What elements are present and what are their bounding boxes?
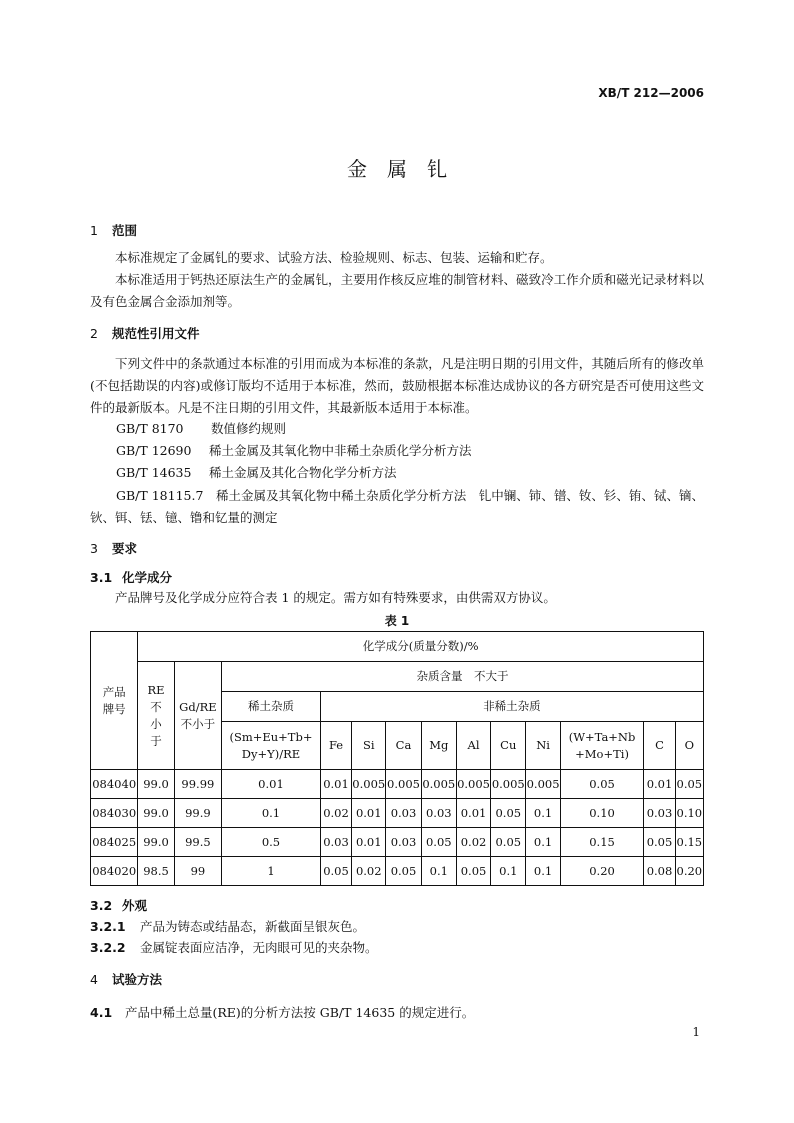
table-cell: 0.20 [560, 857, 644, 886]
reference-item [116, 419, 286, 437]
table-cell: 0.005 [386, 770, 421, 799]
section-4-heading [90, 970, 162, 988]
table-cell: 0.03 [386, 828, 421, 857]
reference-item [116, 441, 472, 459]
reference-code: GB/T 12690 [116, 443, 192, 458]
header-chemical-composition: 化学成分(质量分数)/% [138, 632, 704, 662]
reference-title: 稀土金属及其化合物化学分析方法 [209, 465, 397, 480]
table-cell: 0.02 [456, 828, 490, 857]
table-row [91, 857, 704, 886]
reference-title: 数值修约规则 [211, 421, 287, 436]
subsection-3-1-heading [90, 568, 172, 586]
table-cell: 0.05 [456, 857, 490, 886]
table-cell: 99.0 [138, 828, 174, 857]
clause-number: 4.1 [90, 1005, 113, 1020]
table-cell: 99.9 [174, 799, 221, 828]
section-title: 规范性引用文件 [112, 326, 200, 341]
table-cell: 0.1 [222, 799, 321, 828]
reference-code: GB/T 14635 [116, 465, 192, 480]
header-element: Si [352, 722, 386, 770]
table-cell: 0.05 [560, 770, 644, 799]
table-cell: 99 [174, 857, 221, 886]
subsection-3-2-heading [90, 896, 147, 914]
table-cell: 0.20 [675, 857, 703, 886]
table-cell: 0.01 [352, 828, 386, 857]
table-cell: 0.01 [352, 799, 386, 828]
table-cell: 1 [222, 857, 321, 886]
header-element: O [675, 722, 703, 770]
table-cell: 99.0 [138, 770, 174, 799]
table-cell: 0.01 [644, 770, 675, 799]
table-cell: 0.1 [491, 857, 526, 886]
header-rare-impurity-formula: (Sm+Eu+Tb+ Dy+Y)/RE [222, 722, 321, 770]
header-element: Al [456, 722, 490, 770]
table-caption: 表 1 [384, 614, 410, 628]
subsection-number: 3.1 [90, 570, 113, 585]
references-paragraph: 下列文件中的条款通过本标准的引用而成为本标准的条款，凡是注明日期的引用文件，其随后所有的修改单(不包括勘误的内容)或修订版均不适用于本标准，然而，鼓励根据本标准达成协议的各方研究是否可使用这些文件的最新版本。凡是不注日期的引用文件，其最新版本适用于本标准。 [90, 356, 704, 415]
table-row [91, 799, 704, 828]
table-cell: 0.03 [320, 828, 351, 857]
table-cell: 98.5 [138, 857, 174, 886]
table-cell: 0.05 [320, 857, 351, 886]
clause-text: 产品为铸态或结晶态，新截面呈银灰色。 [140, 919, 366, 934]
chemical-composition-table [90, 631, 704, 886]
table-cell: 0.1 [421, 857, 456, 886]
table-cell: 0.1 [526, 799, 560, 828]
reference-code: GB/T 18115.7 [116, 488, 204, 503]
section-number: 2 [90, 326, 98, 341]
table-cell: 0.03 [386, 799, 421, 828]
table-cell: 0.15 [560, 828, 644, 857]
table-cell: 0.08 [644, 857, 675, 886]
reference-item-long [90, 485, 704, 529]
table-row [91, 770, 704, 799]
table-cell: 0.1 [526, 857, 560, 886]
table-cell: 0.02 [352, 857, 386, 886]
table-cell: 0.05 [491, 828, 526, 857]
table-cell: 084020 [91, 857, 138, 886]
reference-item [116, 463, 397, 481]
table-row [91, 828, 704, 857]
header-re-min: RE 不 小 于 [138, 662, 174, 770]
table-cell: 0.5 [222, 828, 321, 857]
header-element: Ni [526, 722, 560, 770]
clause-number: 3.2.2 [90, 940, 126, 955]
subsection-title: 化学成分 [122, 570, 173, 585]
scope-paragraph-1: 本标准规定了金属钆的要求、试验方法、检验规则、标志、包装、运输和贮存。 [115, 250, 553, 265]
table-cell: 99.99 [174, 770, 221, 799]
subsection-title: 外观 [122, 898, 148, 913]
header-non-rare-earth-impurity: 非稀土杂质 [320, 692, 703, 722]
table-cell: 99.5 [174, 828, 221, 857]
table-cell: 0.05 [675, 770, 703, 799]
header-element: Mg [421, 722, 456, 770]
section-title: 要求 [112, 541, 138, 556]
table-cell: 0.15 [675, 828, 703, 857]
table-cell: 0.01 [456, 799, 490, 828]
table-cell: 0.03 [644, 799, 675, 828]
table-cell: 0.005 [421, 770, 456, 799]
table-cell: 0.005 [352, 770, 386, 799]
section-number: 1 [90, 223, 98, 238]
clause-4-1 [90, 1003, 474, 1021]
header-rare-earth-impurity: 稀土杂质 [222, 692, 321, 722]
table-cell: 0.05 [386, 857, 421, 886]
section-2-heading [90, 324, 200, 342]
header-impurity-max: 杂质含量 不大于 [222, 662, 704, 692]
table-cell: 0.03 [421, 799, 456, 828]
clause-text: 产品中稀土总量(RE)的分析方法按 GB/T 14635 的规定进行。 [125, 1005, 475, 1020]
table-cell: 0.005 [456, 770, 490, 799]
table-cell: 0.005 [526, 770, 560, 799]
reference-title: 稀土金属及其氧化物中非稀土杂质化学分析方法 [209, 443, 472, 458]
chemical-composition-paragraph: 产品牌号及化学成分应符合表 1 的规定。需方如有特殊要求，由供需双方协议。 [115, 590, 556, 605]
reference-title: 稀土金属及其氧化物中稀土杂质化学分析方法 钆中镧、铈、镨、钕、钐、铕、铽、镝、钬、铒、铥、镱、镥和钇量的测定 [90, 488, 704, 525]
clause-3-2-2 [90, 938, 378, 956]
table-cell: 0.01 [222, 770, 321, 799]
header-element: Cu [491, 722, 526, 770]
page-number: 1 [692, 1025, 700, 1039]
table-cell: 99.0 [138, 799, 174, 828]
clause-3-2-1 [90, 917, 365, 935]
page-title: 金属钆 [347, 157, 467, 181]
clause-text: 金属锭表面应洁净，无肉眼可见的夹杂物。 [140, 940, 378, 955]
table-cell: 0.01 [320, 770, 351, 799]
table-cell: 0.05 [421, 828, 456, 857]
table-cell: 0.005 [491, 770, 526, 799]
section-number: 3 [90, 541, 98, 556]
section-title: 试验方法 [112, 972, 163, 987]
table-cell: 0.02 [320, 799, 351, 828]
header-element: Ca [386, 722, 421, 770]
section-3-heading [90, 539, 137, 557]
table-cell: 0.05 [644, 828, 675, 857]
section-number: 4 [90, 972, 98, 987]
clause-number: 3.2.1 [90, 919, 126, 934]
standard-number: XB/T 212—2006 [598, 86, 704, 100]
header-gd-re-min: Gd/RE 不小于 [174, 662, 221, 770]
section-title: 范围 [112, 223, 138, 238]
scope-paragraph-2: 本标准适用于钙热还原法生产的金属钆，主要用作核反应堆的制管材料、磁致冷工作介质和磁光记录材料以及有色金属合金添加剂等。 [90, 272, 704, 309]
header-element: C [644, 722, 675, 770]
subsection-number: 3.2 [90, 898, 113, 913]
table-cell: 0.10 [560, 799, 644, 828]
table-cell: 084040 [91, 770, 138, 799]
header-element: (W+Ta+Nb +Mo+Ti) [560, 722, 644, 770]
header-product-grade: 产品 牌号 [91, 632, 138, 770]
section-1-heading [90, 221, 137, 239]
table-cell: 084030 [91, 799, 138, 828]
table-cell: 0.05 [491, 799, 526, 828]
header-element: Fe [320, 722, 351, 770]
table-cell: 0.10 [675, 799, 703, 828]
reference-code: GB/T 8170 [116, 421, 184, 436]
table-cell: 084025 [91, 828, 138, 857]
table-cell: 0.1 [526, 828, 560, 857]
